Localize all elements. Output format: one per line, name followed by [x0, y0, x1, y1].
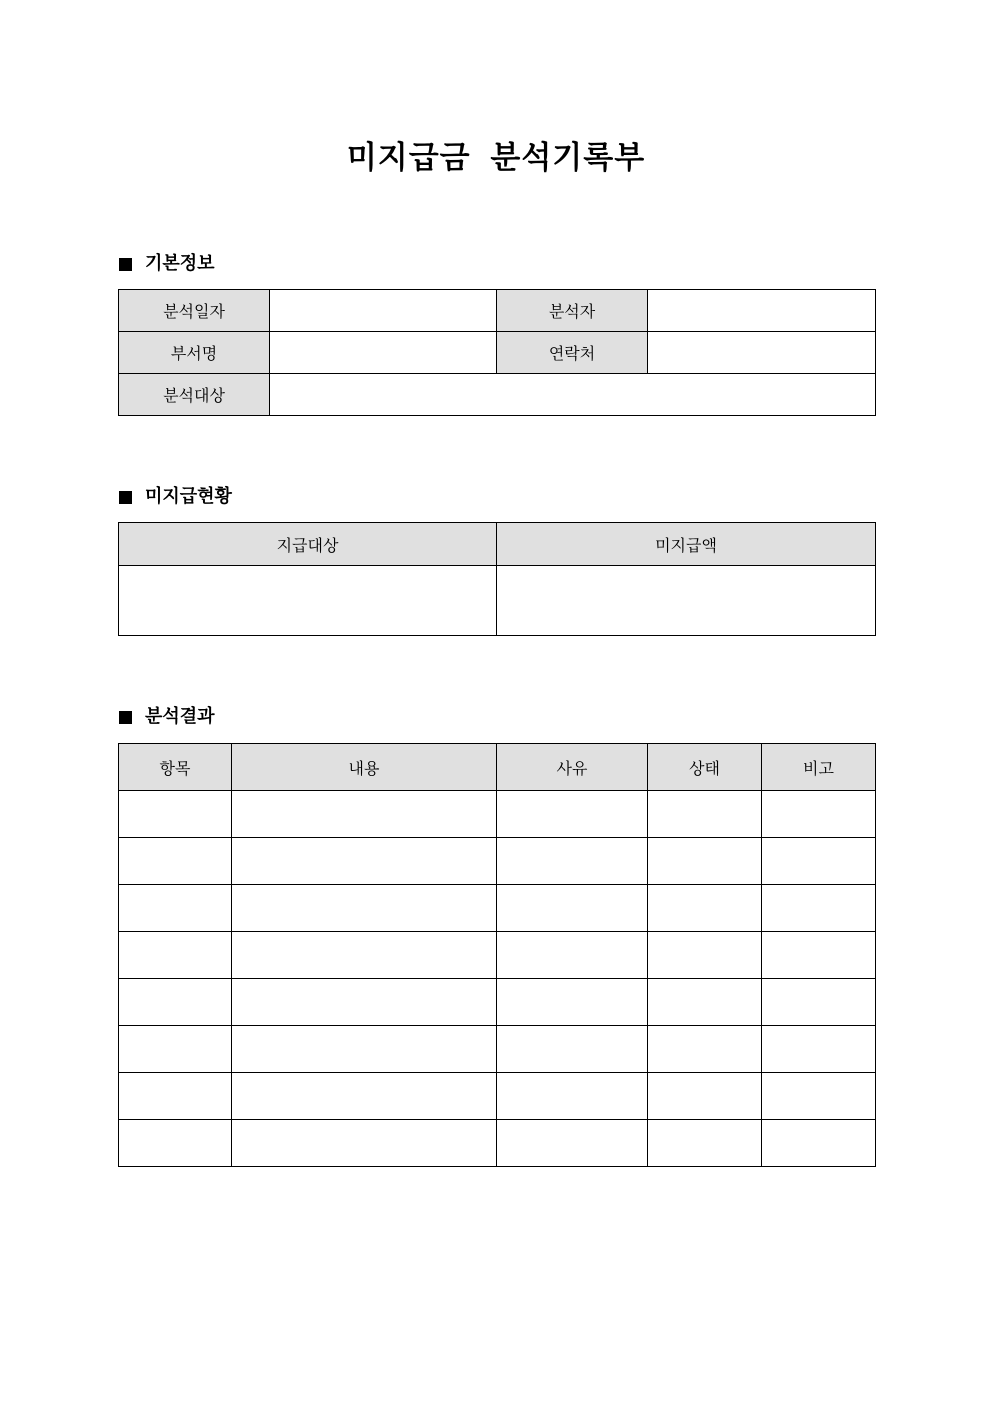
state-cell[interactable]	[648, 979, 762, 1026]
item-cell[interactable]	[119, 838, 232, 885]
item-cell[interactable]	[119, 791, 232, 838]
analysis-date-field[interactable]	[270, 290, 497, 332]
reason-cell[interactable]	[497, 1073, 648, 1120]
unpaid-amount-field[interactable]	[497, 566, 876, 636]
item-cell[interactable]	[119, 1120, 232, 1167]
basic-info-table	[118, 289, 876, 416]
analysis-target-field[interactable]	[270, 374, 876, 416]
analyst-label: 분석자	[497, 290, 648, 332]
reason-column-header: 사유	[497, 744, 648, 791]
state-column-header: 상태	[648, 744, 762, 791]
analysis-date-label: 분석일자	[119, 290, 270, 332]
reason-cell[interactable]	[497, 932, 648, 979]
payee-column-header: 지급대상	[119, 523, 497, 566]
content-column-header: 내용	[232, 744, 497, 791]
table-row	[119, 374, 876, 416]
square-bullet-icon	[119, 258, 132, 271]
square-bullet-icon	[119, 711, 132, 724]
reason-cell[interactable]	[497, 1120, 648, 1167]
unpaid-amount-column-header: 미지급액	[497, 523, 876, 566]
remarks-cell[interactable]	[762, 885, 876, 932]
table-row	[119, 838, 876, 885]
table-row	[119, 1073, 876, 1120]
state-cell[interactable]	[648, 1073, 762, 1120]
content-cell[interactable]	[232, 885, 497, 932]
table-row	[119, 566, 876, 636]
remarks-cell[interactable]	[762, 1073, 876, 1120]
section-heading-label: 분석결과	[145, 706, 215, 727]
content-cell[interactable]	[232, 838, 497, 885]
item-cell[interactable]	[119, 885, 232, 932]
item-column-header: 항목	[119, 744, 232, 791]
remarks-cell[interactable]	[762, 838, 876, 885]
table-header-row	[119, 523, 876, 566]
item-cell[interactable]	[119, 979, 232, 1026]
page-title: 미지급금 분석기록부	[346, 140, 646, 176]
state-cell[interactable]	[648, 885, 762, 932]
table-row	[119, 1026, 876, 1073]
reason-cell[interactable]	[497, 791, 648, 838]
table-row	[119, 332, 876, 374]
analysis-target-label: 분석대상	[119, 374, 270, 416]
section-heading-basic-info	[119, 252, 215, 276]
content-cell[interactable]	[232, 979, 497, 1026]
department-label: 부서명	[119, 332, 270, 374]
state-cell[interactable]	[648, 1120, 762, 1167]
reason-cell[interactable]	[497, 838, 648, 885]
contact-field[interactable]	[648, 332, 876, 374]
remarks-cell[interactable]	[762, 1120, 876, 1167]
state-cell[interactable]	[648, 1026, 762, 1073]
analyst-field[interactable]	[648, 290, 876, 332]
reason-cell[interactable]	[497, 1026, 648, 1073]
unpaid-status-table	[118, 522, 876, 636]
content-cell[interactable]	[232, 932, 497, 979]
state-cell[interactable]	[648, 932, 762, 979]
section-heading-unpaid-status	[119, 485, 232, 509]
section-heading-label: 미지급현황	[145, 486, 232, 507]
analysis-result-table	[118, 743, 876, 1167]
section-heading-label: 기본정보	[145, 253, 215, 274]
table-row	[119, 1120, 876, 1167]
square-bullet-icon	[119, 491, 132, 504]
reason-cell[interactable]	[497, 979, 648, 1026]
content-cell[interactable]	[232, 791, 497, 838]
department-field[interactable]	[270, 332, 497, 374]
content-cell[interactable]	[232, 1026, 497, 1073]
item-cell[interactable]	[119, 932, 232, 979]
content-cell[interactable]	[232, 1120, 497, 1167]
table-row	[119, 791, 876, 838]
section-heading-analysis-result	[119, 705, 215, 729]
table-row	[119, 885, 876, 932]
reason-cell[interactable]	[497, 885, 648, 932]
state-cell[interactable]	[648, 838, 762, 885]
table-row	[119, 979, 876, 1026]
table-row	[119, 290, 876, 332]
remarks-cell[interactable]	[762, 932, 876, 979]
remarks-column-header: 비고	[762, 744, 876, 791]
payee-field[interactable]	[119, 566, 497, 636]
item-cell[interactable]	[119, 1073, 232, 1120]
remarks-cell[interactable]	[762, 979, 876, 1026]
table-header-row	[119, 744, 876, 791]
remarks-cell[interactable]	[762, 791, 876, 838]
contact-label: 연락처	[497, 332, 648, 374]
state-cell[interactable]	[648, 791, 762, 838]
content-cell[interactable]	[232, 1073, 497, 1120]
item-cell[interactable]	[119, 1026, 232, 1073]
remarks-cell[interactable]	[762, 1026, 876, 1073]
table-row	[119, 932, 876, 979]
